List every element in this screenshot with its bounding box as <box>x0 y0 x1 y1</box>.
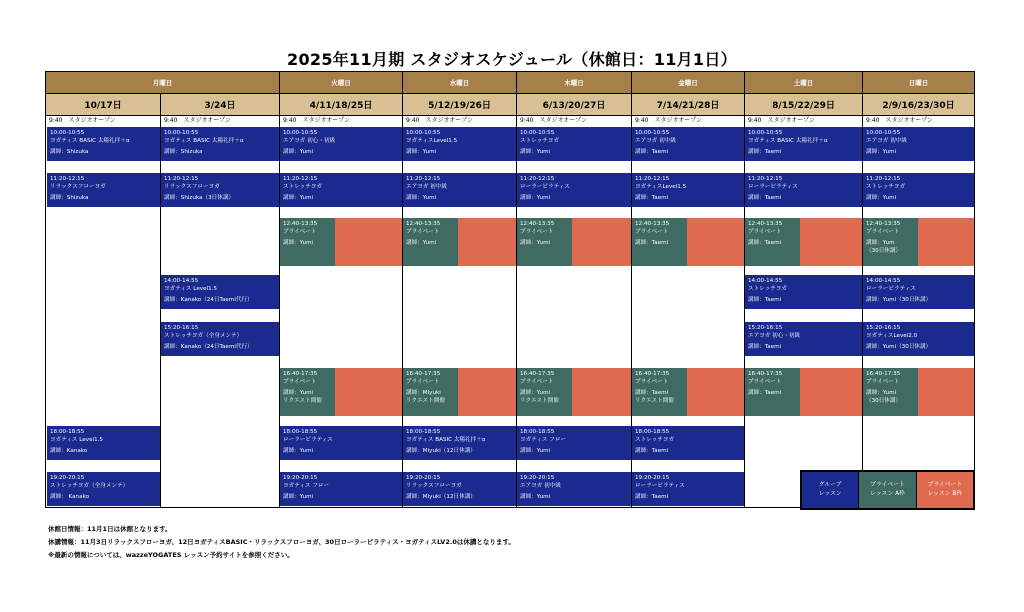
lesson-time: 16:40-17:35 <box>406 371 441 377</box>
lesson-name: プライベート <box>866 229 900 235</box>
lesson-time: 19:20-20:15 <box>50 475 85 481</box>
lesson-instructor: 講師：Shizuka <box>50 149 89 155</box>
legend-private-b <box>916 472 973 508</box>
date-header: 8/15/22/29日 <box>744 93 862 115</box>
lesson-instructor: 講師：Kanako（24日Taemi代行） <box>164 297 253 303</box>
lesson-instructor: 講師：Taemi <box>635 390 669 396</box>
legend-group-lesson <box>802 472 858 508</box>
group-lesson-block[interactable] <box>745 173 862 207</box>
lesson-time: 11:20-12:15 <box>635 176 670 182</box>
group-lesson-block[interactable] <box>161 127 279 161</box>
lesson-instructor: 講師：Yumi <box>283 195 314 201</box>
lesson-name: プライベート <box>748 229 782 235</box>
group-lesson-block[interactable] <box>403 426 516 460</box>
notes <box>48 523 515 562</box>
lesson-time: 15:20-16:15 <box>748 325 783 331</box>
lesson-name: ストレッチヨガ <box>520 138 560 144</box>
group-lesson-block[interactable] <box>517 426 631 460</box>
legend-group-line2: レッスン <box>818 491 842 497</box>
lesson-note: （30日休講） <box>866 248 902 254</box>
lesson-name: ヨガティス Level1.5 <box>50 437 103 443</box>
lesson-name: ヨガティスLevel1.5 <box>406 138 458 144</box>
lesson-name: ローラーピラティス <box>748 184 798 190</box>
lesson-instructor: 講師：Yumi <box>520 195 551 201</box>
lesson-name: ローラーピラティス <box>520 184 570 190</box>
private-a-slot[interactable] <box>280 218 335 266</box>
private-a-slot[interactable] <box>403 368 458 416</box>
private-a-slot[interactable] <box>632 218 687 266</box>
lesson-instructor: 講師：Yumi <box>866 390 897 396</box>
lesson-name: プライベート <box>635 229 669 235</box>
private-b-slot[interactable] <box>572 368 631 416</box>
lesson-instructor: 講師：Shizuka <box>50 195 89 201</box>
lesson-instructor: 講師：Yumi（30日休講） <box>866 344 932 350</box>
lesson-name: ヨガティス BASIC 太陽礼拝＋α <box>406 437 486 443</box>
lesson-time: 18:00-18:55 <box>283 429 318 435</box>
lesson-instructor: 講師：Yumi <box>406 240 437 246</box>
private-lesson-block[interactable] <box>863 218 974 266</box>
lesson-instructor: 講師：Shizuka（3日休講） <box>164 195 235 201</box>
date-header: 5/12/19/26日 <box>402 93 516 115</box>
lesson-time: 16:40-17:35 <box>748 371 783 377</box>
lesson-name: ヨガティス BASIC 太陽礼拝＋α <box>50 138 130 144</box>
date-header: 7/14/21/28日 <box>631 93 744 115</box>
private-a-slot[interactable] <box>745 368 800 416</box>
lesson-instructor: 講師：Taemi <box>748 297 782 303</box>
date-header: 2/9/16/23/30日 <box>862 93 974 115</box>
page-title: 2025年11月期 スタジオスケジュール（休館日：11月1日） <box>287 50 737 69</box>
lesson-time: 10:00-10:55 <box>866 130 901 136</box>
lesson-instructor: 講師：Yumi <box>283 240 314 246</box>
lesson-time: 12:40-13:35 <box>866 221 901 227</box>
lesson-note: リクエスト開催 <box>406 398 445 404</box>
group-lesson-block[interactable] <box>863 322 974 356</box>
lesson-instructor: 講師：Taemi <box>748 195 782 201</box>
lesson-name: エアヨガ 初中級 <box>635 138 676 144</box>
lesson-name: エアヨガ 初中級 <box>866 138 907 144</box>
lesson-instructor: 講師：Miyuki <box>406 390 441 396</box>
lesson-time: 10:00-10:55 <box>50 130 85 136</box>
lesson-time: 11:20-12:15 <box>406 176 441 182</box>
studio-open-label: 9:40 スタジオオープン <box>160 115 279 127</box>
lesson-name: ストレッチヨガ <box>635 437 675 443</box>
lesson-instructor: 講師：Kanako <box>50 448 88 454</box>
lesson-instructor: 講師：Yum <box>866 240 895 246</box>
private-lesson-block[interactable] <box>403 218 516 266</box>
lesson-instructor: 講師：Yumi <box>520 149 551 155</box>
private-lesson-block[interactable] <box>517 218 631 266</box>
lesson-instructor: 講師：Shizuka <box>164 149 203 155</box>
day-header: 水曜日 <box>402 72 516 93</box>
private-a-slot[interactable] <box>632 368 687 416</box>
lesson-instructor: 講師：Yumi <box>520 448 551 454</box>
lesson-time: 19:20-20:15 <box>635 475 670 481</box>
studio-open-label: 9:40 スタジオオープン <box>279 115 402 127</box>
lesson-time: 18:00-18:55 <box>406 429 441 435</box>
legend-private-b-line2: レッスン B枠 <box>927 491 963 497</box>
private-a-slot[interactable] <box>517 368 572 416</box>
private-b-slot[interactable] <box>572 218 631 266</box>
legend-private-a-line1: プライベート <box>870 482 905 488</box>
group-lesson-block[interactable] <box>280 173 402 207</box>
lesson-time: 11:20-12:15 <box>50 176 85 182</box>
group-lesson-block[interactable] <box>161 275 279 309</box>
lesson-instructor: 講師：Yumi <box>283 149 314 155</box>
lesson-time: 12:40-13:35 <box>748 221 783 227</box>
lesson-name: ローラーピラティス <box>635 483 685 489</box>
lesson-name: エアヨガ 初心・初級 <box>283 138 336 144</box>
lesson-time: 11:20-12:15 <box>866 176 901 182</box>
lesson-time: 10:00-10:55 <box>283 130 318 136</box>
lesson-instructor: 講師：Taemi <box>635 448 669 454</box>
lesson-instructor: 講師：Taemi <box>748 344 782 350</box>
private-b-slot[interactable] <box>918 368 974 416</box>
lesson-instructor: 講師：Yumi <box>283 448 314 454</box>
private-lesson-block[interactable] <box>517 368 631 416</box>
lesson-name: プライベート <box>406 229 440 235</box>
lesson-name: ヨガティス BASIC 太陽礼拝＋α <box>164 138 244 144</box>
group-lesson-block[interactable] <box>632 426 744 460</box>
lesson-time: 12:40-13:35 <box>283 221 318 227</box>
lesson-name: ストレッチヨガ（全身メンテ） <box>50 483 129 489</box>
private-lesson-block[interactable] <box>745 218 862 266</box>
lesson-instructor: 講師：Miyuki（12日休講） <box>406 448 476 454</box>
note-reference: ※最新の情報については、wazzeYOGATES レッスン予約サイトを参照ください。 <box>48 551 294 559</box>
group-lesson-block[interactable] <box>280 472 402 506</box>
date-header: 3/24日 <box>160 93 279 115</box>
group-lesson-block[interactable] <box>403 173 516 207</box>
lesson-name: プライベート <box>520 229 554 235</box>
legend-group-line1: グループ <box>818 482 842 488</box>
group-lesson-block[interactable] <box>403 127 516 161</box>
lesson-name: プライベート <box>406 379 440 385</box>
private-a-slot[interactable] <box>863 368 918 416</box>
lesson-note: リクエスト開催 <box>635 398 674 404</box>
day-header: 月曜日 <box>46 72 279 93</box>
lesson-name: プライベート <box>520 379 554 385</box>
lesson-time: 19:20-20:15 <box>406 475 441 481</box>
lesson-instructor: 講師：Yumi <box>866 195 897 201</box>
lesson-time: 11:20-12:15 <box>520 176 555 182</box>
lesson-name: ヨガティス フロー <box>283 483 330 489</box>
studio-open-label: 9:40 スタジオオープン <box>744 115 862 127</box>
lesson-name: ストレッチヨガ <box>283 184 323 190</box>
lesson-instructor: 講師：Yumi <box>283 494 314 500</box>
lesson-name: ストレッチヨガ <box>748 286 788 292</box>
lesson-instructor: 講師：Yumi <box>866 149 897 155</box>
private-a-slot[interactable] <box>517 218 572 266</box>
lesson-name: ヨガティス フロー <box>520 437 567 443</box>
lesson-instructor: 講師：Yumi <box>406 195 437 201</box>
lesson-name: プライベート <box>283 379 317 385</box>
group-lesson-block[interactable] <box>47 426 160 460</box>
private-b-slot[interactable] <box>687 368 744 416</box>
lesson-name: リラックスフローヨガ <box>164 184 220 190</box>
private-b-slot[interactable] <box>458 218 516 266</box>
lesson-time: 19:20-20:15 <box>520 475 555 481</box>
legend-private-a-line2: レッスン A枠 <box>870 491 905 497</box>
note-cancellations: 休講情報：11月3日リラックスフローヨガ、12日ヨガティスBASIC・リラックスフローヨガ、30日ローラーピラティス・ヨガティスLV2.0は休講となります。 <box>48 538 515 546</box>
lesson-time: 14:00-14:55 <box>164 278 199 284</box>
lesson-time: 10:00-10:55 <box>748 130 783 136</box>
lesson-name: プライベート <box>748 379 782 385</box>
group-lesson-block[interactable] <box>632 472 744 506</box>
private-lesson-block[interactable] <box>745 368 862 416</box>
private-b-slot[interactable] <box>800 218 862 266</box>
day-header: 火曜日 <box>279 72 402 93</box>
lesson-instructor: 講師： Kanako <box>50 494 89 500</box>
lesson-instructor: 講師：Taemi <box>748 149 782 155</box>
lesson-time: 18:00-18:55 <box>635 429 670 435</box>
lesson-instructor: 講師：Yumi <box>283 390 314 396</box>
group-lesson-block[interactable] <box>632 173 744 207</box>
lesson-name: エアヨガ 初心・初級 <box>748 333 801 339</box>
lesson-time: 12:40-13:35 <box>406 221 441 227</box>
lesson-time: 15:20-16:15 <box>866 325 901 331</box>
lesson-name: ストレッチヨガ <box>866 184 906 190</box>
lesson-name: エアヨガ 初中級 <box>520 483 561 489</box>
group-lesson-block[interactable] <box>280 426 402 460</box>
group-lesson-block[interactable] <box>632 127 744 161</box>
lesson-name: エアヨガ 初中級 <box>406 184 447 190</box>
lesson-name: プライベート <box>283 229 317 235</box>
lesson-instructor: 講師：Yumi（30日休講） <box>866 297 932 303</box>
studio-open-label: 9:40 スタジオオープン <box>862 115 974 127</box>
studio-open-label: 9:40 スタジオオープン <box>516 115 631 127</box>
private-a-slot[interactable] <box>403 218 458 266</box>
day-header: 木曜日 <box>516 72 631 93</box>
lesson-time: 18:00-18:55 <box>50 429 85 435</box>
legend <box>800 470 975 510</box>
date-header: 10/17日 <box>46 93 160 115</box>
lesson-time: 11:20-12:15 <box>748 176 783 182</box>
lesson-instructor: 講師：Yumi <box>520 240 551 246</box>
group-lesson-block[interactable] <box>517 127 631 161</box>
studio-open-label: 9:40 スタジオオープン <box>46 115 160 127</box>
lesson-time: 19:20-20:15 <box>283 475 318 481</box>
day-header: 金曜日 <box>631 72 744 93</box>
lesson-name: ローラーピラティス <box>866 286 916 292</box>
lesson-name: プライベート <box>635 379 669 385</box>
lesson-name: プライベート <box>866 379 900 385</box>
private-lesson-block[interactable] <box>632 218 744 266</box>
private-lesson-block[interactable] <box>863 368 974 416</box>
lesson-time: 14:00-14:55 <box>748 278 783 284</box>
lesson-time: 16:40-17:35 <box>520 371 555 377</box>
private-b-slot[interactable] <box>918 218 974 266</box>
lesson-instructor: 講師：Taemi <box>748 390 782 396</box>
group-lesson-block[interactable] <box>47 127 160 161</box>
lesson-time: 12:40-13:35 <box>635 221 670 227</box>
lesson-name: リラックスフローヨガ <box>406 483 462 489</box>
lesson-instructor: 講師：Taemi <box>635 494 669 500</box>
lesson-time: 11:20-12:15 <box>283 176 318 182</box>
lesson-instructor: 講師：Taemi <box>635 240 669 246</box>
group-lesson-block[interactable] <box>280 127 402 161</box>
lesson-name: リラックスフローヨガ <box>50 184 106 190</box>
lesson-time: 14:00-14:55 <box>866 278 901 284</box>
group-lesson-block[interactable] <box>47 472 160 506</box>
private-b-slot[interactable] <box>335 368 402 416</box>
private-b-slot[interactable] <box>800 368 862 416</box>
day-header: 土曜日 <box>744 72 862 93</box>
lesson-time: 15:20-16:15 <box>164 325 199 331</box>
lesson-name: ストレッチヨガ（全身メンテ） <box>164 333 243 339</box>
private-a-slot[interactable] <box>280 368 335 416</box>
lesson-time: 16:40-17:35 <box>635 371 670 377</box>
private-b-slot[interactable] <box>335 218 402 266</box>
lesson-time: 10:00-10:55 <box>635 130 670 136</box>
private-lesson-block[interactable] <box>280 368 402 416</box>
lesson-time: 10:00-10:55 <box>520 130 555 136</box>
group-lesson-block[interactable] <box>863 127 974 161</box>
private-a-slot[interactable] <box>863 218 918 266</box>
lesson-time: 18:00-18:55 <box>520 429 555 435</box>
group-lesson-block[interactable] <box>517 173 631 207</box>
group-lesson-block[interactable] <box>745 127 862 161</box>
lesson-instructor: 講師：Miyuki（12日休講） <box>406 494 476 500</box>
lesson-name: ヨガティス BASIC 太陽礼拝＋α <box>748 138 828 144</box>
private-lesson-block[interactable] <box>280 218 402 266</box>
group-lesson-block[interactable] <box>745 275 862 309</box>
group-lesson-block[interactable] <box>47 173 160 207</box>
lesson-note: リクエスト開催 <box>520 398 559 404</box>
lesson-instructor: 講師：Yumi <box>520 494 551 500</box>
lesson-name: ヨガティス Level1.5 <box>164 286 217 292</box>
day-header: 日曜日 <box>862 72 974 93</box>
lesson-instructor: 講師：Taemi <box>635 195 669 201</box>
studio-open-label: 9:40 スタジオオープン <box>631 115 744 127</box>
group-lesson-block[interactable] <box>745 322 862 356</box>
group-lesson-block[interactable] <box>161 322 279 356</box>
lesson-time: 16:40-17:35 <box>283 371 318 377</box>
private-a-slot[interactable] <box>745 218 800 266</box>
private-lesson-block[interactable] <box>403 368 516 416</box>
private-b-slot[interactable] <box>458 368 516 416</box>
lesson-instructor: 講師：Taemi <box>635 149 669 155</box>
lesson-time: 10:00-10:55 <box>406 130 441 136</box>
lesson-instructor: 講師：Taemi <box>748 240 782 246</box>
group-lesson-block[interactable] <box>863 275 974 309</box>
group-lesson-block[interactable] <box>517 472 631 506</box>
lesson-name: ヨガティスLevel1.5 <box>635 184 687 190</box>
group-lesson-block[interactable] <box>863 173 974 207</box>
private-lesson-block[interactable] <box>632 368 744 416</box>
lesson-time: 16:40-17:35 <box>866 371 901 377</box>
legend-private-a <box>858 472 915 508</box>
lesson-instructor: 講師：Yumi <box>520 390 551 396</box>
group-lesson-block[interactable] <box>403 472 516 506</box>
lesson-note: リクエスト開催 <box>283 398 322 404</box>
lesson-note: （30日休講） <box>866 398 902 404</box>
schedule-grid <box>45 71 975 508</box>
lesson-time: 12:40-13:35 <box>520 221 555 227</box>
private-b-slot[interactable] <box>687 218 744 266</box>
note-closure: 休館日情報：11月1日は休館となります。 <box>48 525 172 533</box>
group-lesson-block[interactable] <box>161 173 279 207</box>
lesson-name: ヨガティスLevel2.0 <box>866 333 918 339</box>
date-header: 6/13/20/27日 <box>516 93 631 115</box>
lesson-instructor: 講師：Kanako（24日Taemi代行） <box>164 344 253 350</box>
legend-private-b-line1: プライベート <box>927 482 963 488</box>
studio-open-label: 9:40 スタジオオープン <box>402 115 516 127</box>
date-header: 4/11/18/25日 <box>279 93 402 115</box>
lesson-time: 11:20-12:15 <box>164 176 199 182</box>
lesson-instructor: 講師：Yumi <box>406 149 437 155</box>
lesson-time: 10:00-10:55 <box>164 130 199 136</box>
lesson-name: ローラーピラティス <box>283 437 333 443</box>
